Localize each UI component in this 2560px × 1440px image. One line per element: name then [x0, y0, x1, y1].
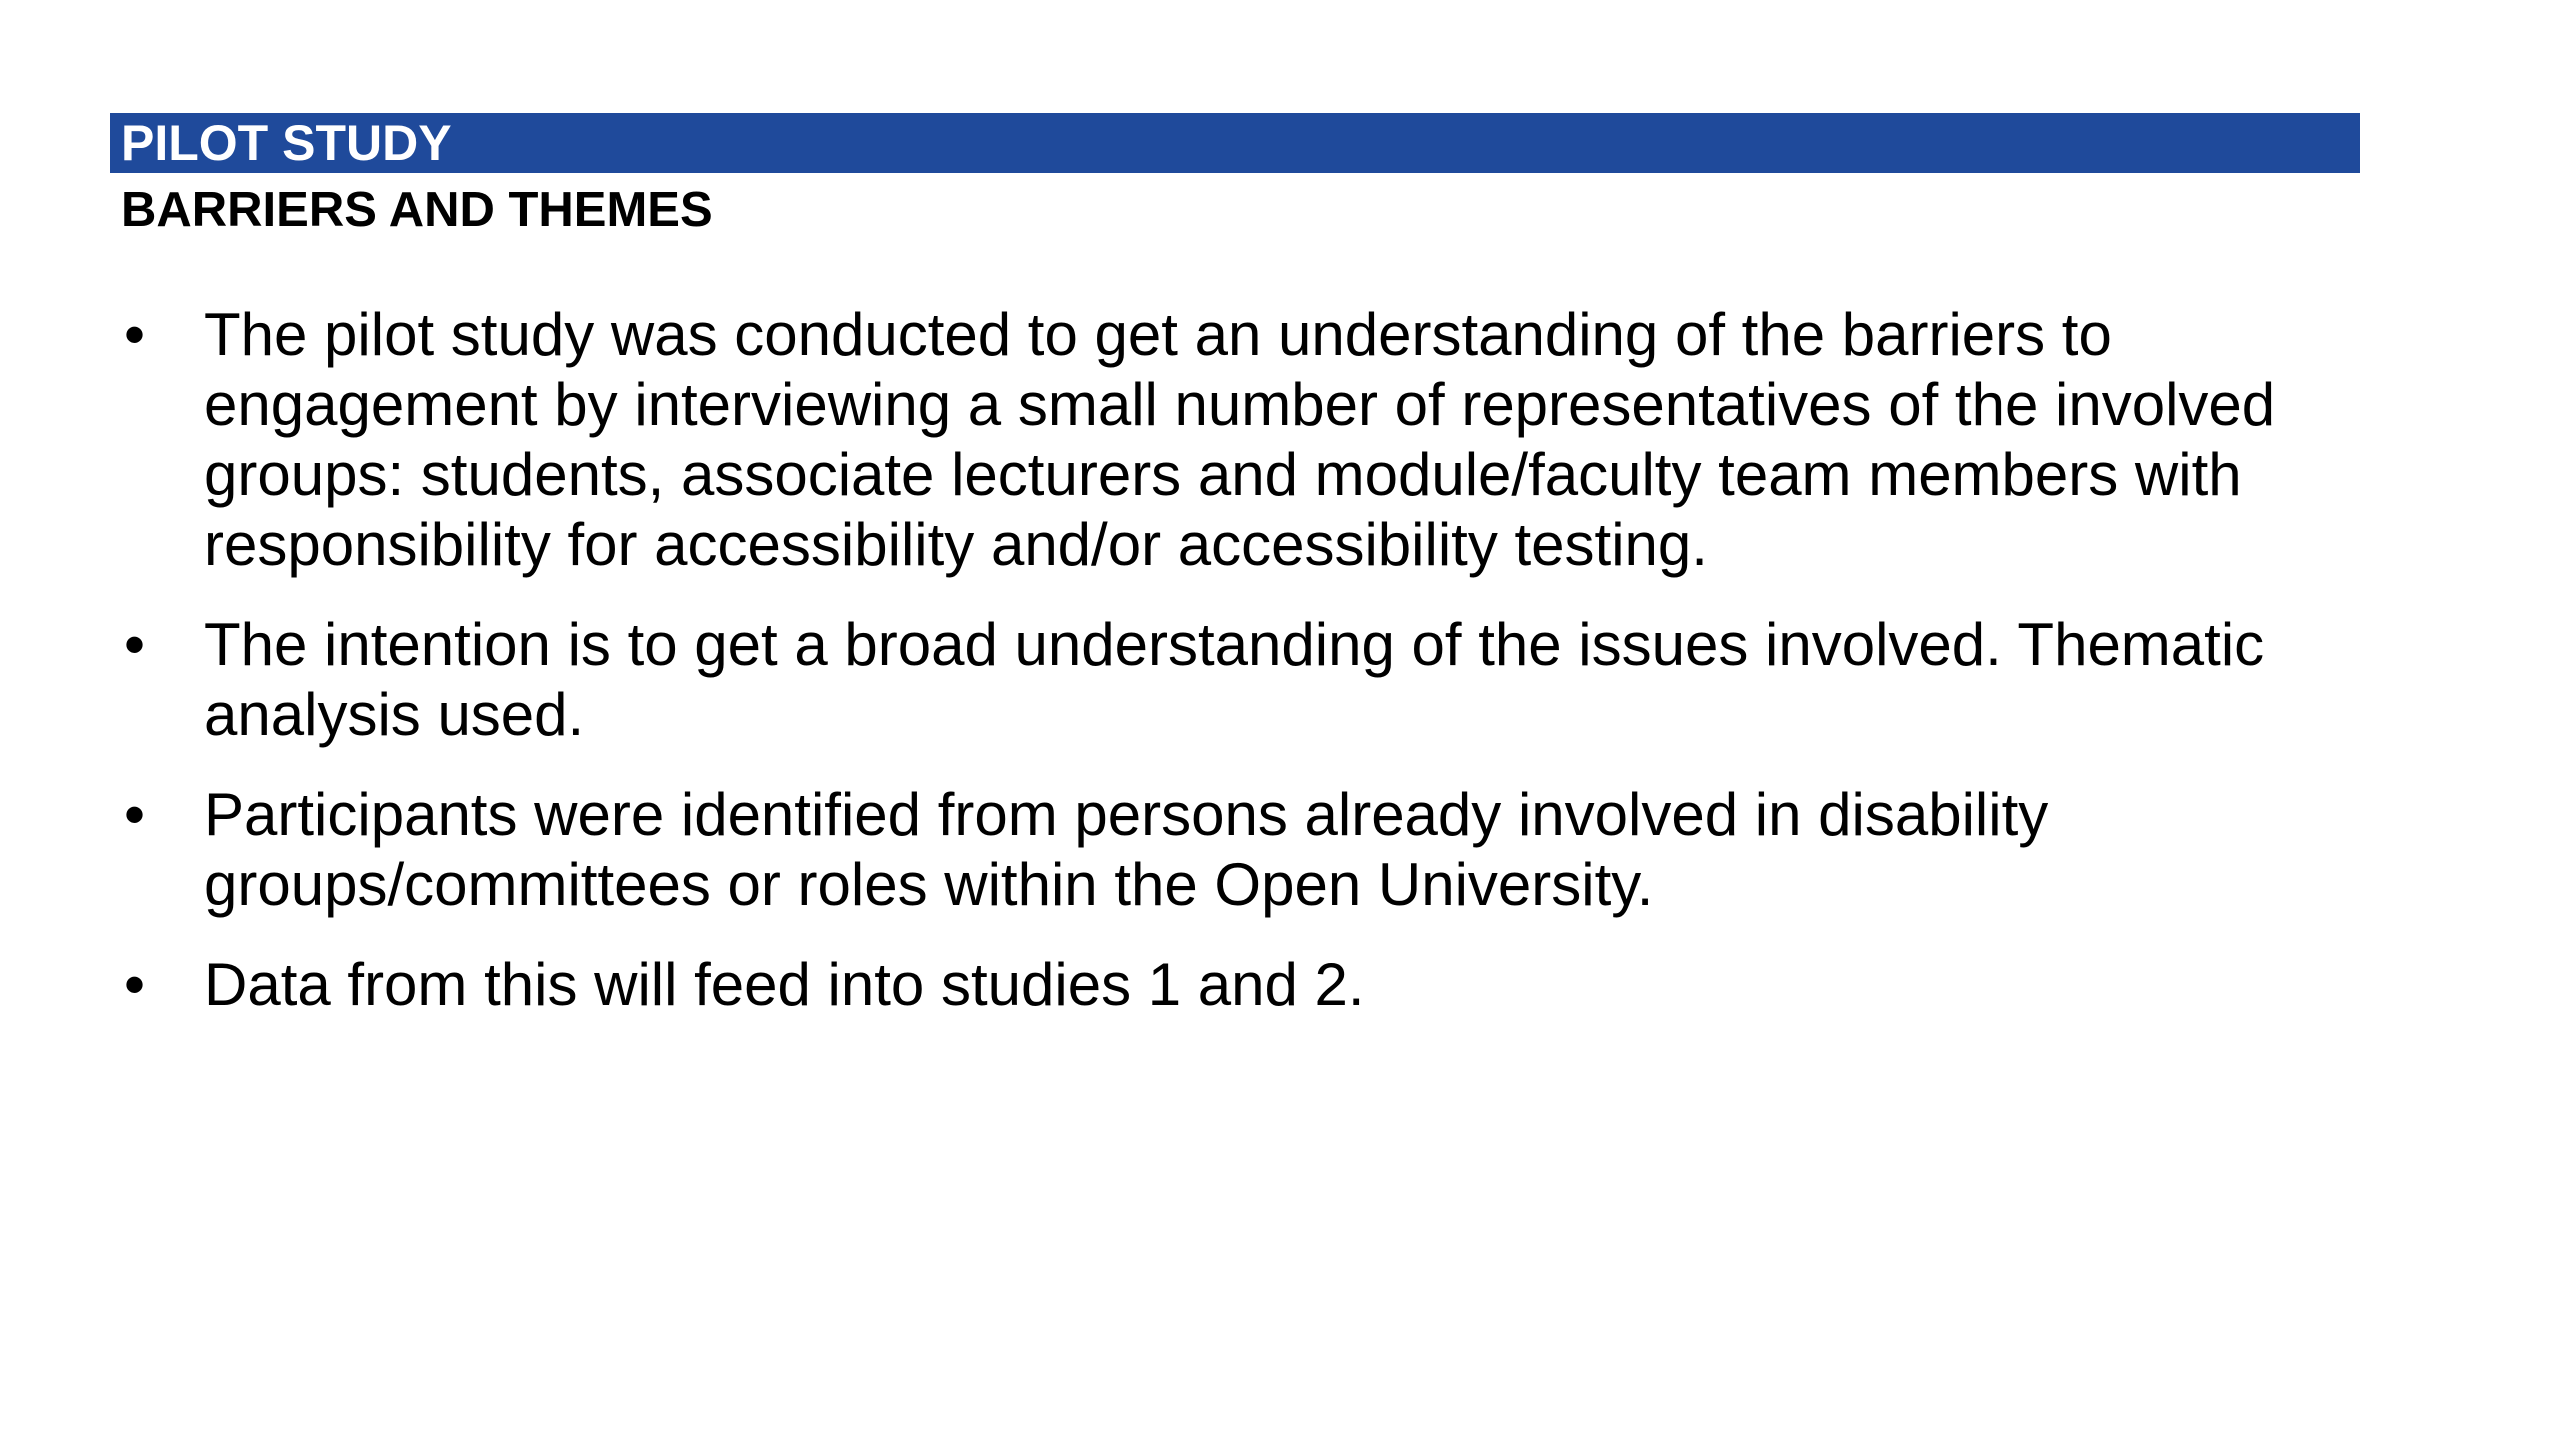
- bullet-item: [120, 780, 2460, 920]
- bullet-item: [120, 610, 2460, 750]
- bullet-icon: •: [124, 951, 146, 1018]
- bullet-text: Data from this will feed into studies 1 and 2.: [204, 951, 1365, 1018]
- title-bar: [110, 113, 2360, 173]
- bullet-text: Participants were identified from persons already involved in disability groups/committees or roles within the Open University.: [204, 781, 2049, 918]
- bullet-item: [120, 950, 2460, 1020]
- bullet-icon: •: [124, 611, 146, 678]
- bullet-text: The pilot study was conducted to get an understanding of the barriers to engagement by interviewing a small number of representatives of the involved groups: students, associate lecturers and module/faculty team members with responsibility for accessibility and/or accessibility testing.: [204, 301, 2276, 578]
- slide-title: PILOT STUDY: [121, 115, 452, 171]
- bullet-icon: •: [124, 301, 146, 368]
- bullet-list: [120, 300, 2460, 1050]
- bullet-text: The intention is to get a broad understanding of the issues involved. Thematic analysis used.: [204, 611, 2265, 748]
- slide-subtitle: BARRIERS AND THEMES: [121, 183, 713, 237]
- bullet-icon: •: [124, 781, 146, 848]
- bullet-item: [120, 300, 2460, 580]
